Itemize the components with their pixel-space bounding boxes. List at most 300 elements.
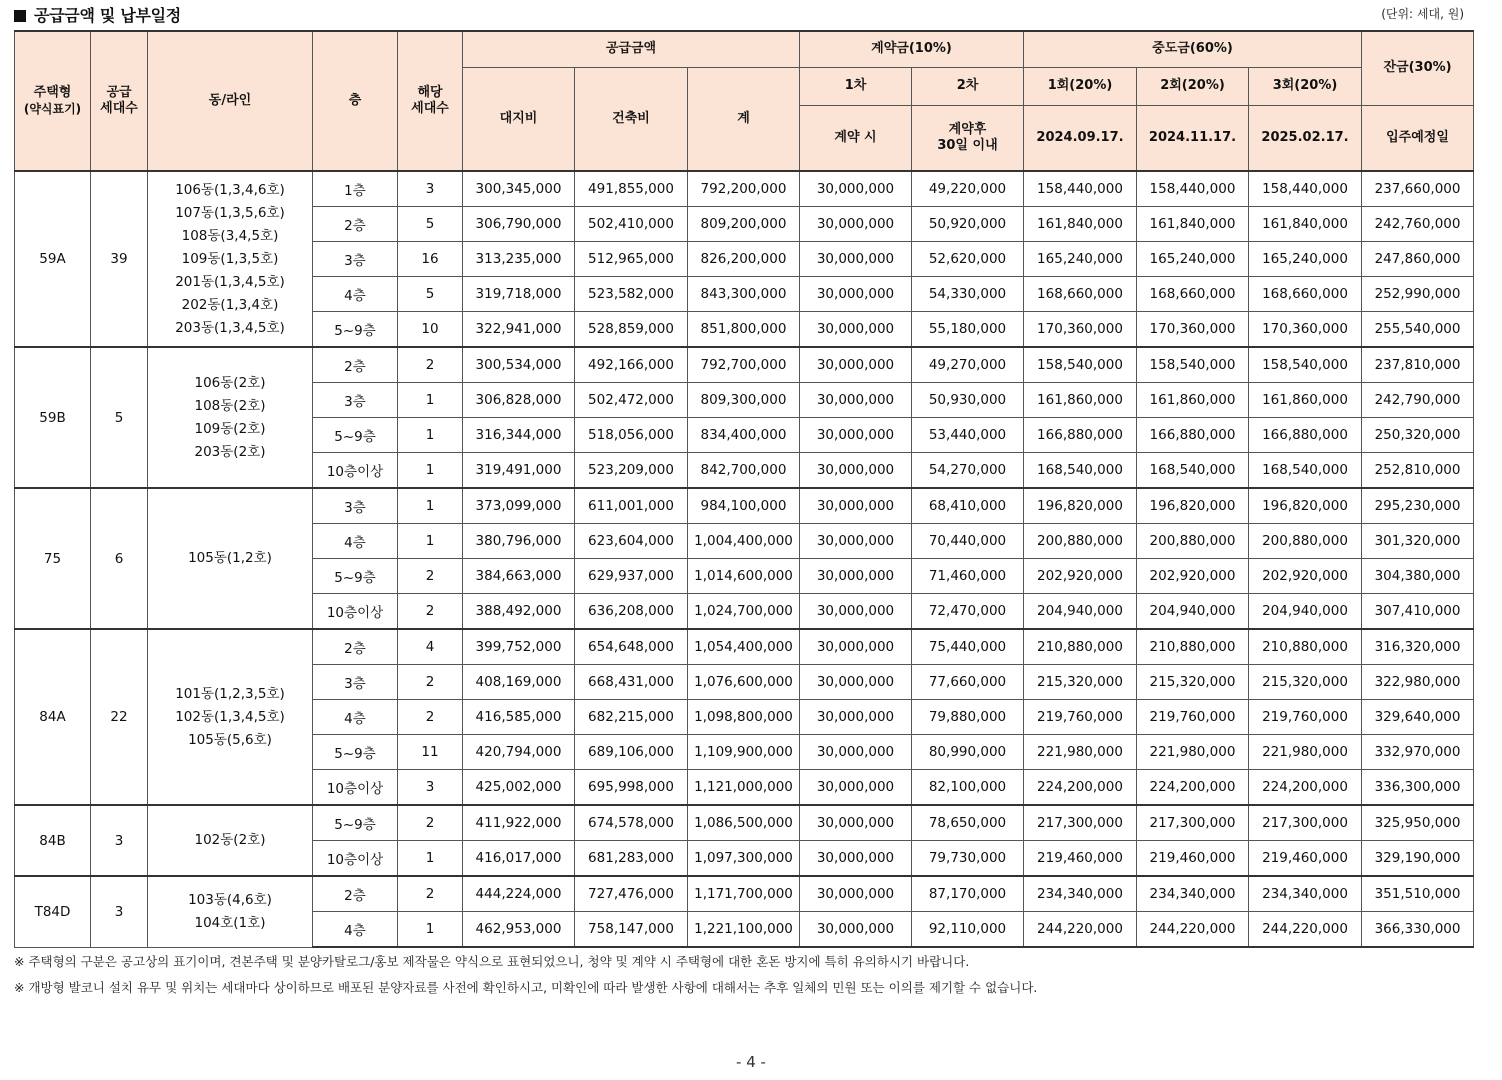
land-cost-cell: 300,345,000 xyxy=(463,171,575,207)
floor-cell: 3층 xyxy=(313,383,398,418)
applicable-units-cell: 2 xyxy=(398,665,463,700)
dong-line-text: 203동(1,3,4,5호) xyxy=(175,319,285,336)
applicable-units-cell: 3 xyxy=(398,171,463,207)
middle-1-cell: 158,540,000 xyxy=(1024,347,1137,383)
applicable-units-cell: 11 xyxy=(398,735,463,770)
floor-cell: 5~9층 xyxy=(313,418,398,453)
total-price-cell: 809,300,000 xyxy=(688,383,800,418)
building-cost-cell: 682,215,000 xyxy=(575,700,688,735)
total-price-cell: 834,400,000 xyxy=(688,418,800,453)
deposit-2-cell: 52,620,000 xyxy=(912,242,1024,277)
middle-1-cell: 215,320,000 xyxy=(1024,665,1137,700)
middle-1-cell: 200,880,000 xyxy=(1024,524,1137,559)
dong-line-text: 105동(5,6호) xyxy=(188,731,272,748)
total-price-cell: 1,121,000,000 xyxy=(688,770,800,806)
building-cost-cell: 502,472,000 xyxy=(575,383,688,418)
floor-cell: 3층 xyxy=(313,488,398,524)
floor-cell: 3층 xyxy=(313,665,398,700)
floor-cell: 5~9층 xyxy=(313,312,398,348)
middle-3-cell: 244,220,000 xyxy=(1249,912,1362,948)
building-cost-cell: 528,859,000 xyxy=(575,312,688,348)
building-cost-cell: 512,965,000 xyxy=(575,242,688,277)
balance-cell: 336,300,000 xyxy=(1362,770,1474,806)
floor-cell: 4층 xyxy=(313,700,398,735)
building-cost-cell: 674,578,000 xyxy=(575,805,688,841)
deposit-1-cell: 30,000,000 xyxy=(800,841,912,877)
middle-3-cell: 202,920,000 xyxy=(1249,559,1362,594)
housing-type-cell: 59B xyxy=(15,347,91,488)
header-type: 주택형 (약식표기) xyxy=(15,31,91,171)
table-row xyxy=(15,171,1474,207)
housing-type-cell: 84A xyxy=(15,629,91,805)
land-cost-cell: 408,169,000 xyxy=(463,665,575,700)
middle-2-cell: 165,240,000 xyxy=(1137,242,1249,277)
header-middle-1: 1회(20%) xyxy=(1024,67,1137,105)
floor-cell: 10층이상 xyxy=(313,594,398,630)
table-row xyxy=(15,629,1474,665)
deposit-1-cell: 30,000,000 xyxy=(800,559,912,594)
middle-1-cell: 217,300,000 xyxy=(1024,805,1137,841)
middle-2-cell: 196,820,000 xyxy=(1137,488,1249,524)
dong-line-text: 108동(2호) xyxy=(194,397,266,414)
deposit-2-cell: 75,440,000 xyxy=(912,629,1024,665)
deposit-1-cell: 30,000,000 xyxy=(800,207,912,242)
land-cost-cell: 313,235,000 xyxy=(463,242,575,277)
table-row xyxy=(15,347,1474,383)
deposit-2-cell: 55,180,000 xyxy=(912,312,1024,348)
dong-line-cell xyxy=(148,171,313,347)
balance-cell: 247,860,000 xyxy=(1362,242,1474,277)
middle-3-cell: 158,540,000 xyxy=(1249,347,1362,383)
applicable-units-cell: 2 xyxy=(398,700,463,735)
building-cost-cell: 491,855,000 xyxy=(575,171,688,207)
land-cost-cell: 462,953,000 xyxy=(463,912,575,948)
housing-type-cell: 84B xyxy=(15,805,91,876)
floor-cell: 1층 xyxy=(313,171,398,207)
balance-cell: 304,380,000 xyxy=(1362,559,1474,594)
housing-type-cell: 75 xyxy=(15,488,91,629)
total-price-cell: 792,200,000 xyxy=(688,171,800,207)
land-cost-cell: 384,663,000 xyxy=(463,559,575,594)
balance-cell: 351,510,000 xyxy=(1362,876,1474,912)
applicable-units-cell: 16 xyxy=(398,242,463,277)
middle-1-cell: 168,660,000 xyxy=(1024,277,1137,312)
building-cost-cell: 654,648,000 xyxy=(575,629,688,665)
deposit-1-cell: 30,000,000 xyxy=(800,735,912,770)
header-total: 계 xyxy=(688,67,800,171)
balance-cell: 366,330,000 xyxy=(1362,912,1474,948)
supply-units-cell: 5 xyxy=(91,347,148,488)
building-cost-cell: 611,001,000 xyxy=(575,488,688,524)
building-cost-cell: 523,582,000 xyxy=(575,277,688,312)
total-price-cell: 1,024,700,000 xyxy=(688,594,800,630)
building-cost-cell: 727,476,000 xyxy=(575,876,688,912)
middle-2-cell: 244,220,000 xyxy=(1137,912,1249,948)
applicable-units-cell: 1 xyxy=(398,418,463,453)
dong-line-text: 104호(1호) xyxy=(194,914,266,931)
applicable-units-cell: 1 xyxy=(398,453,463,489)
applicable-units-cell: 4 xyxy=(398,629,463,665)
land-cost-cell: 316,344,000 xyxy=(463,418,575,453)
land-cost-cell: 399,752,000 xyxy=(463,629,575,665)
middle-2-cell: 166,880,000 xyxy=(1137,418,1249,453)
total-price-cell: 843,300,000 xyxy=(688,277,800,312)
middle-1-cell: 204,940,000 xyxy=(1024,594,1137,630)
dong-line-text: 106동(1,3,4,6호) xyxy=(175,181,285,198)
land-cost-cell: 319,491,000 xyxy=(463,453,575,489)
page-number: - 4 - xyxy=(736,1053,766,1071)
applicable-units-cell: 3 xyxy=(398,770,463,806)
supply-units-cell: 3 xyxy=(91,876,148,947)
total-price-cell: 809,200,000 xyxy=(688,207,800,242)
header-deposit-1: 1차 xyxy=(800,67,912,105)
building-cost-cell: 518,056,000 xyxy=(575,418,688,453)
total-price-cell: 1,098,800,000 xyxy=(688,700,800,735)
dong-line-text: 107동(1,3,5,6호) xyxy=(175,204,285,221)
header-middle-3: 3회(20%) xyxy=(1249,67,1362,105)
total-price-cell: 1,014,600,000 xyxy=(688,559,800,594)
dong-line-text: 101동(1,2,3,5호) xyxy=(175,685,285,702)
floor-cell: 5~9층 xyxy=(313,805,398,841)
middle-3-cell: 165,240,000 xyxy=(1249,242,1362,277)
deposit-1-cell: 30,000,000 xyxy=(800,242,912,277)
applicable-units-cell: 1 xyxy=(398,524,463,559)
floor-cell: 10층이상 xyxy=(313,770,398,806)
deposit-2-cell: 49,270,000 xyxy=(912,347,1024,383)
middle-2-cell: 161,860,000 xyxy=(1137,383,1249,418)
floor-cell: 3층 xyxy=(313,242,398,277)
header-middle-payment: 중도금(60%) xyxy=(1024,31,1362,67)
deposit-2-cell: 50,930,000 xyxy=(912,383,1024,418)
middle-1-cell: 219,760,000 xyxy=(1024,700,1137,735)
balance-cell: 252,990,000 xyxy=(1362,277,1474,312)
note-item: ※ 주택형의 구분은 공고상의 표기이며, 견본주택 및 분양카탈로그/홍보 제작물은 약식으로 표현되었으니, 청약 및 계약 시 주택형에 대한 혼돈 방지에 특히 유의하시기 바랍니다. xyxy=(14,954,970,969)
land-cost-cell: 373,099,000 xyxy=(463,488,575,524)
applicable-units-cell: 1 xyxy=(398,383,463,418)
building-cost-cell: 681,283,000 xyxy=(575,841,688,877)
balance-cell: 322,980,000 xyxy=(1362,665,1474,700)
deposit-1-cell: 30,000,000 xyxy=(800,383,912,418)
building-cost-cell: 668,431,000 xyxy=(575,665,688,700)
middle-3-cell: 219,460,000 xyxy=(1249,841,1362,877)
deposit-1-cell: 30,000,000 xyxy=(800,277,912,312)
balance-cell: 237,660,000 xyxy=(1362,171,1474,207)
dong-line-text: 108동(3,4,5호) xyxy=(181,227,279,244)
middle-1-cell: 161,840,000 xyxy=(1024,207,1137,242)
section-title-text: 공급금액 및 납부일정 xyxy=(34,6,181,25)
middle-3-cell: 196,820,000 xyxy=(1249,488,1362,524)
supply-units-cell: 22 xyxy=(91,629,148,805)
middle-3-cell: 204,940,000 xyxy=(1249,594,1362,630)
header-applicable-units: 해당 세대수 xyxy=(398,31,463,171)
balance-cell: 325,950,000 xyxy=(1362,805,1474,841)
middle-2-cell: 210,880,000 xyxy=(1137,629,1249,665)
balance-cell: 252,810,000 xyxy=(1362,453,1474,489)
applicable-units-cell: 1 xyxy=(398,841,463,877)
applicable-units-cell: 2 xyxy=(398,805,463,841)
applicable-units-cell: 10 xyxy=(398,312,463,348)
deposit-2-cell: 71,460,000 xyxy=(912,559,1024,594)
total-price-cell: 826,200,000 xyxy=(688,242,800,277)
deposit-2-cell: 87,170,000 xyxy=(912,876,1024,912)
deposit-2-cell: 49,220,000 xyxy=(912,171,1024,207)
middle-2-cell: 204,940,000 xyxy=(1137,594,1249,630)
middle-2-cell: 224,200,000 xyxy=(1137,770,1249,806)
deposit-2-cell: 80,990,000 xyxy=(912,735,1024,770)
balance-cell: 307,410,000 xyxy=(1362,594,1474,630)
header-land-cost: 대지비 xyxy=(463,67,575,171)
header-middle-1-date: 2024.09.17. xyxy=(1024,105,1137,171)
applicable-units-cell: 1 xyxy=(398,912,463,948)
middle-1-cell: 224,200,000 xyxy=(1024,770,1137,806)
total-price-cell: 1,076,600,000 xyxy=(688,665,800,700)
land-cost-cell: 306,828,000 xyxy=(463,383,575,418)
dong-line-text: 109동(2호) xyxy=(194,420,266,437)
middle-2-cell: 234,340,000 xyxy=(1137,876,1249,912)
applicable-units-cell: 2 xyxy=(398,594,463,630)
dong-line-text: 201동(1,3,4,5호) xyxy=(175,273,285,290)
middle-2-cell: 217,300,000 xyxy=(1137,805,1249,841)
middle-2-cell: 158,540,000 xyxy=(1137,347,1249,383)
floor-cell: 2층 xyxy=(313,876,398,912)
deposit-1-cell: 30,000,000 xyxy=(800,524,912,559)
deposit-1-cell: 30,000,000 xyxy=(800,629,912,665)
middle-1-cell: 161,860,000 xyxy=(1024,383,1137,418)
dong-line-text: 103동(4,6호) xyxy=(188,891,272,908)
supply-units-cell: 3 xyxy=(91,805,148,876)
land-cost-cell: 380,796,000 xyxy=(463,524,575,559)
dong-line-text: 109동(1,3,5호) xyxy=(181,250,279,267)
balance-cell: 242,760,000 xyxy=(1362,207,1474,242)
building-cost-cell: 758,147,000 xyxy=(575,912,688,948)
deposit-2-cell: 68,410,000 xyxy=(912,488,1024,524)
header-floor: 층 xyxy=(313,31,398,171)
middle-3-cell: 210,880,000 xyxy=(1249,629,1362,665)
header-supply-price: 공급금액 xyxy=(463,31,800,67)
header-deposit: 계약금(10%) xyxy=(800,31,1024,67)
header-dong-line: 동/라인 xyxy=(148,31,313,171)
square-bullet-icon xyxy=(14,10,26,22)
dong-line-cell xyxy=(148,347,313,488)
middle-3-cell: 217,300,000 xyxy=(1249,805,1362,841)
deposit-1-cell: 30,000,000 xyxy=(800,876,912,912)
total-price-cell: 1,004,400,000 xyxy=(688,524,800,559)
deposit-2-cell: 79,730,000 xyxy=(912,841,1024,877)
total-price-cell: 842,700,000 xyxy=(688,453,800,489)
floor-cell: 5~9층 xyxy=(313,735,398,770)
header-middle-2: 2회(20%) xyxy=(1137,67,1249,105)
header-move-in-date: 입주예정일 xyxy=(1362,105,1474,171)
deposit-2-cell: 50,920,000 xyxy=(912,207,1024,242)
middle-3-cell: 168,540,000 xyxy=(1249,453,1362,489)
table-row xyxy=(15,876,1474,912)
deposit-1-cell: 30,000,000 xyxy=(800,418,912,453)
deposit-1-cell: 30,000,000 xyxy=(800,665,912,700)
dong-line-text: 102동(1,3,4,5호) xyxy=(175,708,285,725)
floor-cell: 4층 xyxy=(313,277,398,312)
floor-cell: 4층 xyxy=(313,524,398,559)
land-cost-cell: 319,718,000 xyxy=(463,277,575,312)
middle-1-cell: 168,540,000 xyxy=(1024,453,1137,489)
header-middle-3-date: 2025.02.17. xyxy=(1249,105,1362,171)
middle-3-cell: 200,880,000 xyxy=(1249,524,1362,559)
floor-cell: 2층 xyxy=(313,207,398,242)
balance-cell: 329,640,000 xyxy=(1362,700,1474,735)
total-price-cell: 984,100,000 xyxy=(688,488,800,524)
header-deposit-2: 2차 xyxy=(912,67,1024,105)
middle-3-cell: 224,200,000 xyxy=(1249,770,1362,806)
middle-1-cell: 196,820,000 xyxy=(1024,488,1137,524)
balance-cell: 329,190,000 xyxy=(1362,841,1474,877)
balance-cell: 237,810,000 xyxy=(1362,347,1474,383)
total-price-cell: 851,800,000 xyxy=(688,312,800,348)
middle-3-cell: 170,360,000 xyxy=(1249,312,1362,348)
header-deposit-2-timing: 계약후 30일 이내 xyxy=(912,105,1024,171)
applicable-units-cell: 2 xyxy=(398,347,463,383)
deposit-1-cell: 30,000,000 xyxy=(800,453,912,489)
deposit-2-cell: 77,660,000 xyxy=(912,665,1024,700)
middle-3-cell: 219,760,000 xyxy=(1249,700,1362,735)
deposit-1-cell: 30,000,000 xyxy=(800,770,912,806)
land-cost-cell: 300,534,000 xyxy=(463,347,575,383)
deposit-1-cell: 30,000,000 xyxy=(800,488,912,524)
middle-2-cell: 202,920,000 xyxy=(1137,559,1249,594)
middle-1-cell: 244,220,000 xyxy=(1024,912,1137,948)
deposit-1-cell: 30,000,000 xyxy=(800,171,912,207)
land-cost-cell: 322,941,000 xyxy=(463,312,575,348)
land-cost-cell: 444,224,000 xyxy=(463,876,575,912)
middle-2-cell: 168,540,000 xyxy=(1137,453,1249,489)
floor-cell: 10층이상 xyxy=(313,841,398,877)
middle-1-cell: 170,360,000 xyxy=(1024,312,1137,348)
middle-1-cell: 219,460,000 xyxy=(1024,841,1137,877)
supply-units-cell: 39 xyxy=(91,171,148,347)
deposit-2-cell: 92,110,000 xyxy=(912,912,1024,948)
middle-3-cell: 166,880,000 xyxy=(1249,418,1362,453)
notes xyxy=(14,952,1037,1004)
deposit-2-cell: 53,440,000 xyxy=(912,418,1024,453)
middle-1-cell: 166,880,000 xyxy=(1024,418,1137,453)
dong-line-cell xyxy=(148,876,313,947)
total-price-cell: 1,086,500,000 xyxy=(688,805,800,841)
dong-line-cell xyxy=(148,488,313,629)
total-price-cell: 1,221,100,000 xyxy=(688,912,800,948)
middle-1-cell: 165,240,000 xyxy=(1024,242,1137,277)
housing-type-cell: T84D xyxy=(15,876,91,947)
balance-cell: 295,230,000 xyxy=(1362,488,1474,524)
supply-price-table xyxy=(14,30,1474,948)
total-price-cell: 1,109,900,000 xyxy=(688,735,800,770)
middle-1-cell: 221,980,000 xyxy=(1024,735,1137,770)
middle-2-cell: 168,660,000 xyxy=(1137,277,1249,312)
balance-cell: 255,540,000 xyxy=(1362,312,1474,348)
land-cost-cell: 416,017,000 xyxy=(463,841,575,877)
deposit-1-cell: 30,000,000 xyxy=(800,312,912,348)
middle-2-cell: 219,760,000 xyxy=(1137,700,1249,735)
middle-3-cell: 161,840,000 xyxy=(1249,207,1362,242)
floor-cell: 10층이상 xyxy=(313,453,398,489)
middle-3-cell: 168,660,000 xyxy=(1249,277,1362,312)
housing-type-cell: 59A xyxy=(15,171,91,347)
applicable-units-cell: 1 xyxy=(398,488,463,524)
table-body xyxy=(15,171,1474,947)
building-cost-cell: 502,410,000 xyxy=(575,207,688,242)
deposit-2-cell: 78,650,000 xyxy=(912,805,1024,841)
dong-line-text: 106동(2호) xyxy=(194,374,266,391)
middle-3-cell: 221,980,000 xyxy=(1249,735,1362,770)
land-cost-cell: 306,790,000 xyxy=(463,207,575,242)
dong-line-text: 202동(1,3,4호) xyxy=(181,296,279,313)
land-cost-cell: 416,585,000 xyxy=(463,700,575,735)
unit-label: (단위: 세대, 원) xyxy=(1381,7,1464,21)
middle-2-cell: 161,840,000 xyxy=(1137,207,1249,242)
applicable-units-cell: 5 xyxy=(398,207,463,242)
total-price-cell: 1,097,300,000 xyxy=(688,841,800,877)
header-balance: 잔금(30%) xyxy=(1362,31,1474,105)
header-deposit-1-timing: 계약 시 xyxy=(800,105,912,171)
dong-line-text: 102동(2호) xyxy=(194,832,266,848)
deposit-1-cell: 30,000,000 xyxy=(800,594,912,630)
building-cost-cell: 689,106,000 xyxy=(575,735,688,770)
middle-2-cell: 221,980,000 xyxy=(1137,735,1249,770)
total-price-cell: 1,054,400,000 xyxy=(688,629,800,665)
middle-3-cell: 158,440,000 xyxy=(1249,171,1362,207)
middle-1-cell: 202,920,000 xyxy=(1024,559,1137,594)
applicable-units-cell: 2 xyxy=(398,559,463,594)
dong-line-text: 203동(2호) xyxy=(194,443,266,460)
middle-2-cell: 215,320,000 xyxy=(1137,665,1249,700)
land-cost-cell: 411,922,000 xyxy=(463,805,575,841)
floor-cell: 5~9층 xyxy=(313,559,398,594)
applicable-units-cell: 2 xyxy=(398,876,463,912)
building-cost-cell: 623,604,000 xyxy=(575,524,688,559)
middle-3-cell: 215,320,000 xyxy=(1249,665,1362,700)
building-cost-cell: 523,209,000 xyxy=(575,453,688,489)
dong-line-cell xyxy=(148,805,313,876)
header-supply-units: 공급 세대수 xyxy=(91,31,148,171)
dong-line-text: 105동(1,2호) xyxy=(188,550,272,566)
deposit-2-cell: 79,880,000 xyxy=(912,700,1024,735)
middle-3-cell: 161,860,000 xyxy=(1249,383,1362,418)
dong-line-cell xyxy=(148,629,313,805)
deposit-1-cell: 30,000,000 xyxy=(800,912,912,948)
building-cost-cell: 695,998,000 xyxy=(575,770,688,806)
floor-cell: 2층 xyxy=(313,629,398,665)
balance-cell: 301,320,000 xyxy=(1362,524,1474,559)
middle-2-cell: 158,440,000 xyxy=(1137,171,1249,207)
land-cost-cell: 388,492,000 xyxy=(463,594,575,630)
land-cost-cell: 425,002,000 xyxy=(463,770,575,806)
land-cost-cell: 420,794,000 xyxy=(463,735,575,770)
floor-cell: 4층 xyxy=(313,912,398,948)
deposit-2-cell: 54,270,000 xyxy=(912,453,1024,489)
balance-cell: 242,790,000 xyxy=(1362,383,1474,418)
table-row xyxy=(15,805,1474,841)
floor-cell: 2층 xyxy=(313,347,398,383)
deposit-2-cell: 54,330,000 xyxy=(912,277,1024,312)
header-middle-2-date: 2024.11.17. xyxy=(1137,105,1249,171)
deposit-1-cell: 30,000,000 xyxy=(800,347,912,383)
middle-1-cell: 210,880,000 xyxy=(1024,629,1137,665)
middle-2-cell: 170,360,000 xyxy=(1137,312,1249,348)
deposit-1-cell: 30,000,000 xyxy=(800,805,912,841)
header-building-cost: 건축비 xyxy=(575,67,688,171)
section-title xyxy=(14,3,181,26)
middle-2-cell: 200,880,000 xyxy=(1137,524,1249,559)
total-price-cell: 792,700,000 xyxy=(688,347,800,383)
deposit-2-cell: 82,100,000 xyxy=(912,770,1024,806)
table-row xyxy=(15,488,1474,524)
